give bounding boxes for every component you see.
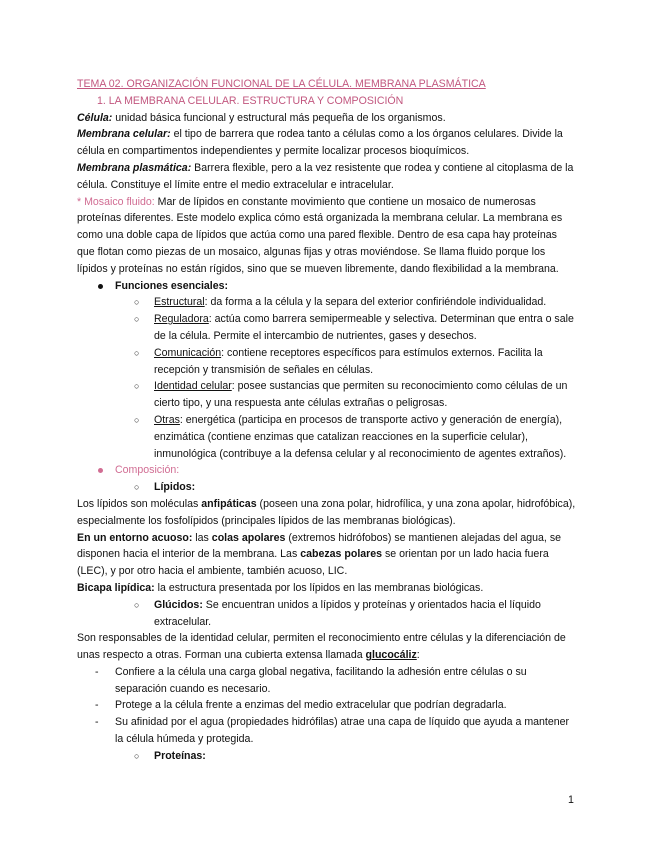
function-name: Identidad celular xyxy=(154,380,232,393)
list-item xyxy=(77,412,577,462)
circle-bullet-icon: ○ xyxy=(134,347,140,358)
list-item xyxy=(77,294,577,311)
term-membrana-celular: Membrana celular: xyxy=(77,128,171,141)
circle-bullet-icon: ○ xyxy=(134,314,140,325)
function-text: : da forma a la célula y la separa del exterior confiriéndole individualidad. xyxy=(204,296,547,309)
dash-bullet-icon: - xyxy=(95,699,99,712)
bullet-icon xyxy=(98,284,103,289)
text-membrana-plasmatica: Barrera flexible, pero a la vez resistente que rodea y contiene al citoplasma de la célula. Constituye el límite entre el medio extracelular e intracelular. xyxy=(77,161,574,191)
term-celula: Célula: xyxy=(77,111,113,124)
lipidos-paragraph-2: En un entorno acuoso: las colas apolares (extremos hidrófobos) se mantienen alejadas del agua, se disponen hacia el interior de la membrana. Las cabezas polares se orientan por un lado hacia fuera (LEC), y por otro hacia el ambiente, también acuoso, LIC. xyxy=(77,531,562,578)
dash-bullet-icon: - xyxy=(95,716,99,729)
circle-bullet-icon: ○ xyxy=(134,750,140,761)
glucocaliz-term: glucocáliz xyxy=(365,649,417,662)
page-number: 1 xyxy=(568,794,574,806)
definition-membrana-celular xyxy=(77,126,577,160)
function-text: : posee sustancias que permiten su reconocimiento como células de un cierto tipo, y una respuesta ante células extrañas o peligrosas. xyxy=(154,380,568,410)
text-mosaico-fluido: Mar de lípidos en constante movimiento que contiene un mosaico de numerosas proteínas diferentes. Este modelo explica cómo está organizada la membrana celular. La membrana es como una doble capa de lípidos que actúa como una pared flexible. Dentro de esa capa hay proteínas que flotan como piezas de un mosaico, algunas fijas y otras moviéndose. Se llama fluido porque los lípidos y proteínas no están rígidos, sino que se mueven libremente, dando flexibilidad a la membrana. xyxy=(77,195,563,275)
text-membrana-celular: el tipo de barrera que rodea tanto a células como a los órganos celulares. Divide la célula en compartimentos independientes y permite localizar procesos bioquímicos. xyxy=(77,128,563,158)
page-content xyxy=(77,76,577,765)
glucidos-paragraph: Son responsables de la identidad celular, permiten el reconocimiento entre células y la diferenciación de unas respecto a otras. Forman una cubierta extensa llamada glucocáliz: xyxy=(77,632,566,662)
function-text: : energética (participa en procesos de transporte activo y generación de energía), enzimática (contiene enzimas que catalizan reacciones en la superficie celular), inmunológica (contribuye a la defensa celular y al reconocimiento de agentes extraños). xyxy=(154,413,567,460)
definition-mosaico-fluido xyxy=(77,194,577,278)
function-name: Reguladora xyxy=(154,313,209,326)
circle-bullet-icon: ○ xyxy=(134,414,140,425)
term-mosaico-fluido: * Mosaico fluido: xyxy=(77,195,155,208)
funciones-heading: Funciones esenciales: xyxy=(77,278,577,295)
term-membrana-plasmatica: Membrana plasmática: xyxy=(77,161,192,174)
function-text: : actúa como barrera semipermeable y selectiva. Determinan que entra o sale de la célula. Permite el intercambio de nutrientes, gases y desechos. xyxy=(154,313,574,342)
section-heading: 1. LA MEMBRANA CELULAR. ESTRUCTURA Y COMPOSICIÓN xyxy=(97,94,404,107)
composicion-heading: Composición: xyxy=(77,462,577,479)
list-item xyxy=(77,345,577,379)
glucidos-heading: ○ Glúcidos: Se encuentran unidos a lípidos y proteínas y orientados hacia el líquido extracelular. xyxy=(134,598,541,628)
definition-celula xyxy=(77,110,577,127)
function-name: Estructural xyxy=(154,296,205,309)
list-item: - Confiere a la célula una carga global negativa, facilitando la adhesión entre células o su separación cuando es necesario. xyxy=(95,665,527,695)
list-item xyxy=(77,311,577,345)
lipidos-paragraph-1: Los lípidos son moléculas anfipáticas (poseen una zona polar, hidrofílica, y una zona apolar, hidrofóbica), especialmente los fosfolípidos (principales lípidos de las membranas biológicas). xyxy=(77,497,576,527)
list-item: - Su afinidad por el agua (propiedades hidrófilas) atrae una capa de líquido que ayuda a mantener la célula húmeda y protegida. xyxy=(95,716,570,746)
function-name: Otras xyxy=(154,413,180,426)
list-item: - Protege a la célula frente a enzimas del medio extracelular que podrían degradarla. xyxy=(77,697,577,714)
circle-bullet-icon: ○ xyxy=(134,381,140,392)
function-text: : contiene receptores específicos para estímulos externos. Facilita la recepción y transmisión de señales en células. xyxy=(154,346,543,376)
text-celula: unidad básica funcional y estructural más pequeña de los organismos. xyxy=(112,111,446,124)
lipidos-paragraph-3: Bicapa lipídica: la estructura presentada por los lípidos en las membranas biológicas. xyxy=(77,581,484,594)
dash-bullet-icon: - xyxy=(95,665,99,678)
circle-bullet-icon: ○ xyxy=(134,599,140,610)
definition-membrana-plasmatica xyxy=(77,160,577,194)
circle-bullet-icon: ○ xyxy=(134,297,140,308)
bullet-icon xyxy=(98,468,103,473)
document-title: TEMA 02. ORGANIZACIÓN FUNCIONAL DE LA CÉLULA. MEMBRANA PLASMÁTICA xyxy=(77,78,486,90)
function-name: Comunicación xyxy=(154,346,222,359)
proteinas-heading: ○ Proteínas: xyxy=(77,748,577,765)
list-item xyxy=(77,378,577,412)
circle-bullet-icon: ○ xyxy=(134,482,140,493)
lipidos-heading: ○ Lípidos: xyxy=(77,479,577,496)
